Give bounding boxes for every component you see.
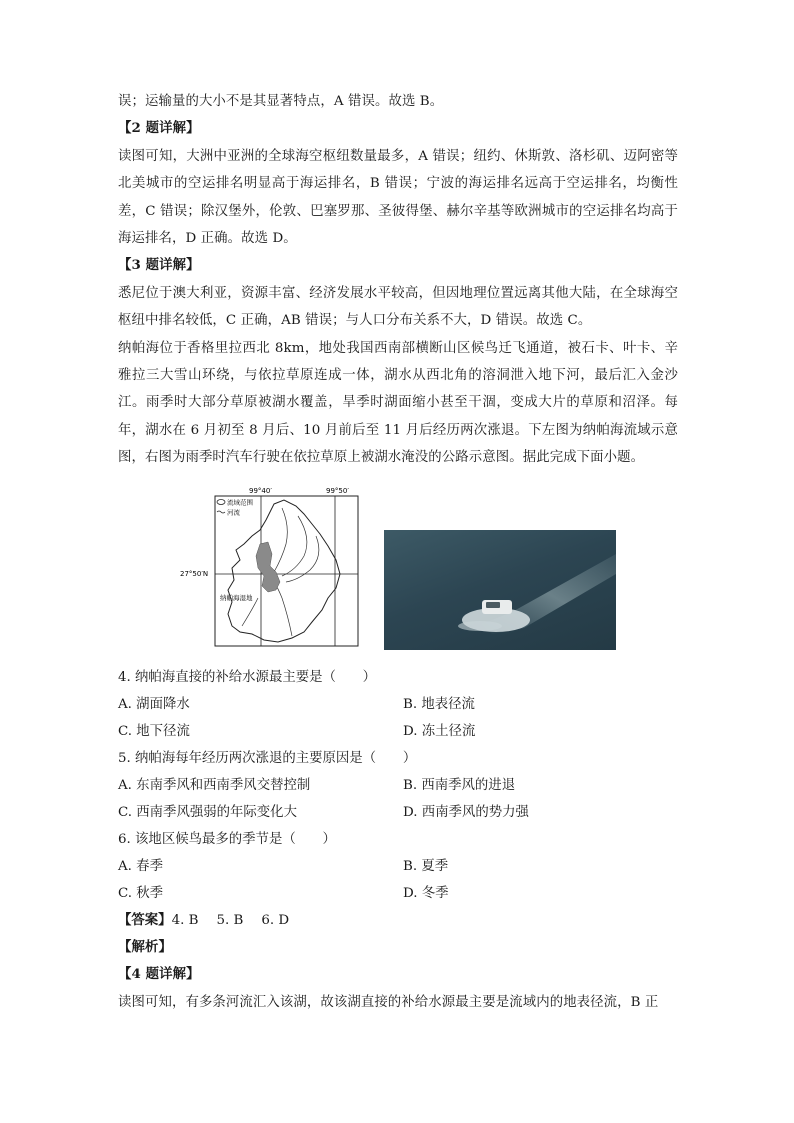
q6-option-d: D. 冬季 — [403, 885, 449, 901]
question-4-stem: 4. 纳帕海直接的补给水源最主要是（ ） — [118, 669, 377, 685]
q6-option-b: B. 夏季 — [403, 858, 449, 874]
answer-4: 4. B — [171, 912, 199, 928]
answer-5: 5. B — [216, 912, 244, 928]
legend-basin-icon — [217, 499, 225, 504]
q5-option-c: C. 西南季风强弱的年际变化大 — [118, 804, 297, 820]
analysis-heading: 【解析】 — [118, 938, 172, 955]
flooded-road-photo — [384, 530, 616, 650]
document-page — [118, 88, 678, 1016]
car-window — [486, 602, 500, 608]
q5-option-d: D. 西南季风的势力强 — [403, 804, 529, 820]
water-wake — [458, 621, 502, 631]
q4-option-b: B. 地表径流 — [403, 696, 475, 712]
napahai-basin-map — [180, 486, 362, 648]
map-lat-label: 27°50′N — [180, 569, 209, 578]
q5-option-b: B. 西南季风的进退 — [403, 777, 516, 793]
paragraph-q2-detail: 读图可知，大洲中亚洲的全球海空枢纽数量最多，A 错误；纽约、休斯敦、洛杉矶、迈阿密等北美城市的空运排名明显高于海运排名，B 错误；宁波的海运排名远高于空运排名，均衡性差，C 错误；除汉堡外，伦敦、巴塞罗那、圣彼得堡、赫尔辛基等欧洲城市的空运排名均高于海运排名，D 正确。故选 D。 — [118, 148, 678, 247]
q4-option-d: D. 冻土径流 — [403, 723, 476, 739]
legend-basin-label: 流域范围 — [227, 498, 253, 507]
paragraph-q3-detail: 悉尼位于澳大利亚，资源丰富、经济发展水平较高，但因地理位置远离其他大陆，在全球海空枢纽中排名较低，C 正确，AB 错误；与人口分布关系不大，D 错误。故选 C。 — [118, 285, 678, 329]
question-6-stem: 6. 该地区候鸟最多的季节是（ ） — [118, 831, 336, 847]
map-lon-right: 99°50′ — [326, 486, 349, 495]
answer-line — [118, 907, 678, 934]
q5-option-a: A. 东南季风和西南季风交替控制 — [118, 777, 311, 793]
legend-river-icon — [217, 511, 225, 513]
heading-q4-detail: 【4 题详解】 — [118, 966, 200, 983]
photo-scene — [384, 530, 616, 650]
basin-boundary — [228, 500, 340, 642]
river-5 — [242, 598, 258, 626]
heading-q3-detail: 【3 题详解】 — [118, 257, 200, 274]
question-5-options — [118, 772, 678, 826]
river-4 — [274, 582, 292, 636]
question-5-stem: 5. 纳帕海每年经历两次涨退的主要原因是（ ） — [118, 750, 417, 766]
question-4-options — [118, 691, 678, 745]
paragraph-napahai-intro: 纳帕海位于香格里拉西北 8km，地处我国西南部横断山区候鸟迁飞通道，被石卡、叶卡、辛雅拉三大雪山环绕，与依拉草原连成一体，湖水从西北角的溶洞泄入地下河，最后汇入金沙江。雨季时大部分草原被湖水覆盖，旱季时湖面缩小甚至干涸，变成大片的草原和沼泽。每年，湖水在 6 月初至 8 月后、10 月前后至 11 月后经历两次涨退。下左图为纳帕海流域示意图，右图为雨季时汽车行驶在依拉草原上被湖水淹没的公路示意图。据此完成下面小题。 — [118, 340, 678, 466]
question-6-options — [118, 853, 678, 907]
paragraph-q4-detail: 读图可知，有多条河流汇入该湖，故该湖直接的补给水源最主要是流域内的地表径流，B 正 — [118, 994, 659, 1010]
q6-option-c: C. 秋季 — [118, 885, 164, 901]
heading-q2-detail: 【2 题详解】 — [118, 120, 200, 137]
legend-river-label: 河流 — [227, 508, 240, 517]
q6-option-a: A. 春季 — [118, 858, 163, 874]
wetland-label: 纳帕海湿地 — [220, 593, 253, 602]
river-1 — [274, 508, 287, 572]
map-lon-left: 99°40′ — [249, 486, 272, 495]
q4-option-a: A. 湖面降水 — [118, 696, 190, 712]
q4-option-c: C. 地下径流 — [118, 723, 190, 739]
answer-label: 【答案】 — [118, 911, 172, 928]
answer-6: 6. D — [261, 912, 290, 928]
figures-row — [118, 486, 678, 660]
paragraph-q1-end: 误；运输量的大小不是其显著特点，A 错误。故选 B。 — [118, 94, 444, 109]
